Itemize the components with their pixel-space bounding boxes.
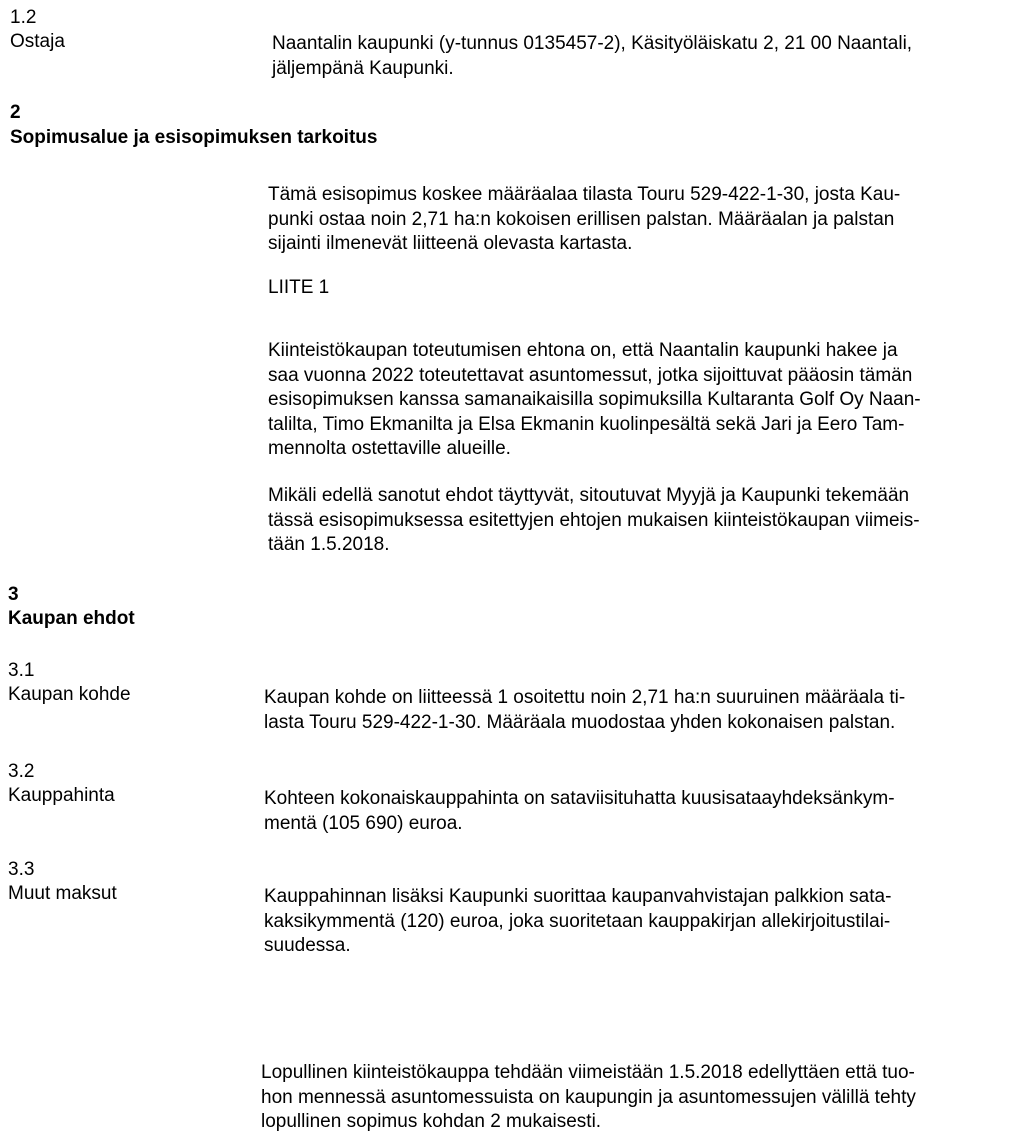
final-paragraph (261, 1061, 916, 1135)
paragraph-line: lasta Touru 529-422-1-30. Määräala muodostaa yhden kokonaisen palstan. (264, 711, 896, 733)
paragraph-line: mennolta ostettaville alueille. (268, 438, 511, 459)
paragraph-line: Lopullinen kiinteistökauppa tehdään viimeistään 1.5.2018 edellyttäen että tuo- (261, 1062, 915, 1083)
subsection-3-2-heading: Kauppahinta (8, 785, 115, 806)
paragraph-line: esisopimuksen kanssa samanaikaisilla sopimuksilla Kultaranta Golf Oy Naan- (268, 389, 921, 410)
buyer-number: 1.2 (10, 7, 37, 28)
buyer-heading: Ostaja (10, 31, 65, 52)
paragraph-line: sijainti ilmenevät liitteenä olevasta kartasta. (268, 233, 633, 254)
section-2-paragraph-2 (268, 339, 921, 462)
paragraph-line: kaksikymmentä (120) euroa, joka suoritetaan kauppakirjan allekirjoitustilai- (264, 910, 891, 932)
paragraph-line: suudessa. (264, 935, 351, 956)
subsection-3-1-number: 3.1 (8, 660, 35, 681)
subsection-3-2-paragraph (264, 787, 895, 836)
paragraph-line: Tämä esisopimus koskee määräalaa tilasta Touru 529-422-1-30, josta Kau- (268, 184, 901, 205)
subsection-3-1-paragraph (264, 686, 905, 735)
paragraph-line: Naantalin kaupunki (y-tunnus 0135457-2), Käsityöläiskatu 2, 21 00 Naantali, (272, 33, 913, 54)
paragraph-line: talilta, Timo Ekmanilta ja Elsa Ekmanin kuolinpesältä sekä Jari ja Eero Tam- (268, 413, 905, 435)
subsection-3-3-paragraph (264, 885, 891, 959)
paragraph-line: tässä esisopimuksessa esitettyjen ehtojen mukaisen kiinteistökaupan viimeis- (268, 509, 920, 531)
section-2-paragraph-1 (268, 183, 900, 257)
section-3-heading: Kaupan ehdot (8, 608, 135, 629)
section-2-heading: Sopimusalue ja esisopimuksen tarkoitus (10, 127, 378, 148)
section-3-number: 3 (8, 584, 19, 605)
section-2-paragraph-3 (268, 484, 920, 558)
paragraph-line: punki ostaa noin 2,71 ha:n kokoisen erillisen palstan. Määräalan ja palstan (268, 208, 895, 230)
paragraph-line: lopullinen sopimus kohdan 2 mukaisesti. (261, 1111, 602, 1132)
paragraph-line: Mikäli edellä sanotut ehdot täyttyvät, sitoutuvat Myyjä ja Kaupunki tekemään (268, 485, 910, 506)
paragraph-line: Kauppahinnan lisäksi Kaupunki suorittaa kaupanvahvistajan palkkion sata- (264, 886, 892, 907)
paragraph-line: saa vuonna 2022 toteutettavat asuntomessut, jotka sijoittuvat pääosin tämän (268, 364, 913, 386)
paragraph-line: jäljempänä Kaupunki. (272, 57, 454, 79)
subsection-3-2-number: 3.2 (8, 761, 35, 782)
section-2-number: 2 (10, 102, 21, 123)
paragraph-line: mentä (105 690) euroa. (264, 812, 463, 834)
paragraph-line: Kiinteistökaupan toteutumisen ehtona on, että Naantalin kaupunki hakee ja (268, 340, 898, 361)
buyer-paragraph (272, 32, 912, 81)
paragraph-line: tään 1.5.2018. (268, 534, 390, 555)
paragraph-line: Kohteen kokonaiskauppahinta on sataviisituhatta kuusisataayhdeksänkym- (264, 788, 895, 809)
attachment-label: LIITE 1 (268, 277, 330, 298)
paragraph-line: Kaupan kohde on liitteessä 1 osoitettu noin 2,71 ha:n suuruinen määräala ti- (264, 687, 906, 708)
subsection-3-3-number: 3.3 (8, 859, 35, 880)
paragraph-line: hon mennessä asuntomessuista on kaupungin ja asuntomessujen välillä tehty (261, 1086, 916, 1108)
subsection-3-3-heading: Muut maksut (8, 883, 117, 904)
subsection-3-1-heading: Kaupan kohde (8, 684, 131, 705)
